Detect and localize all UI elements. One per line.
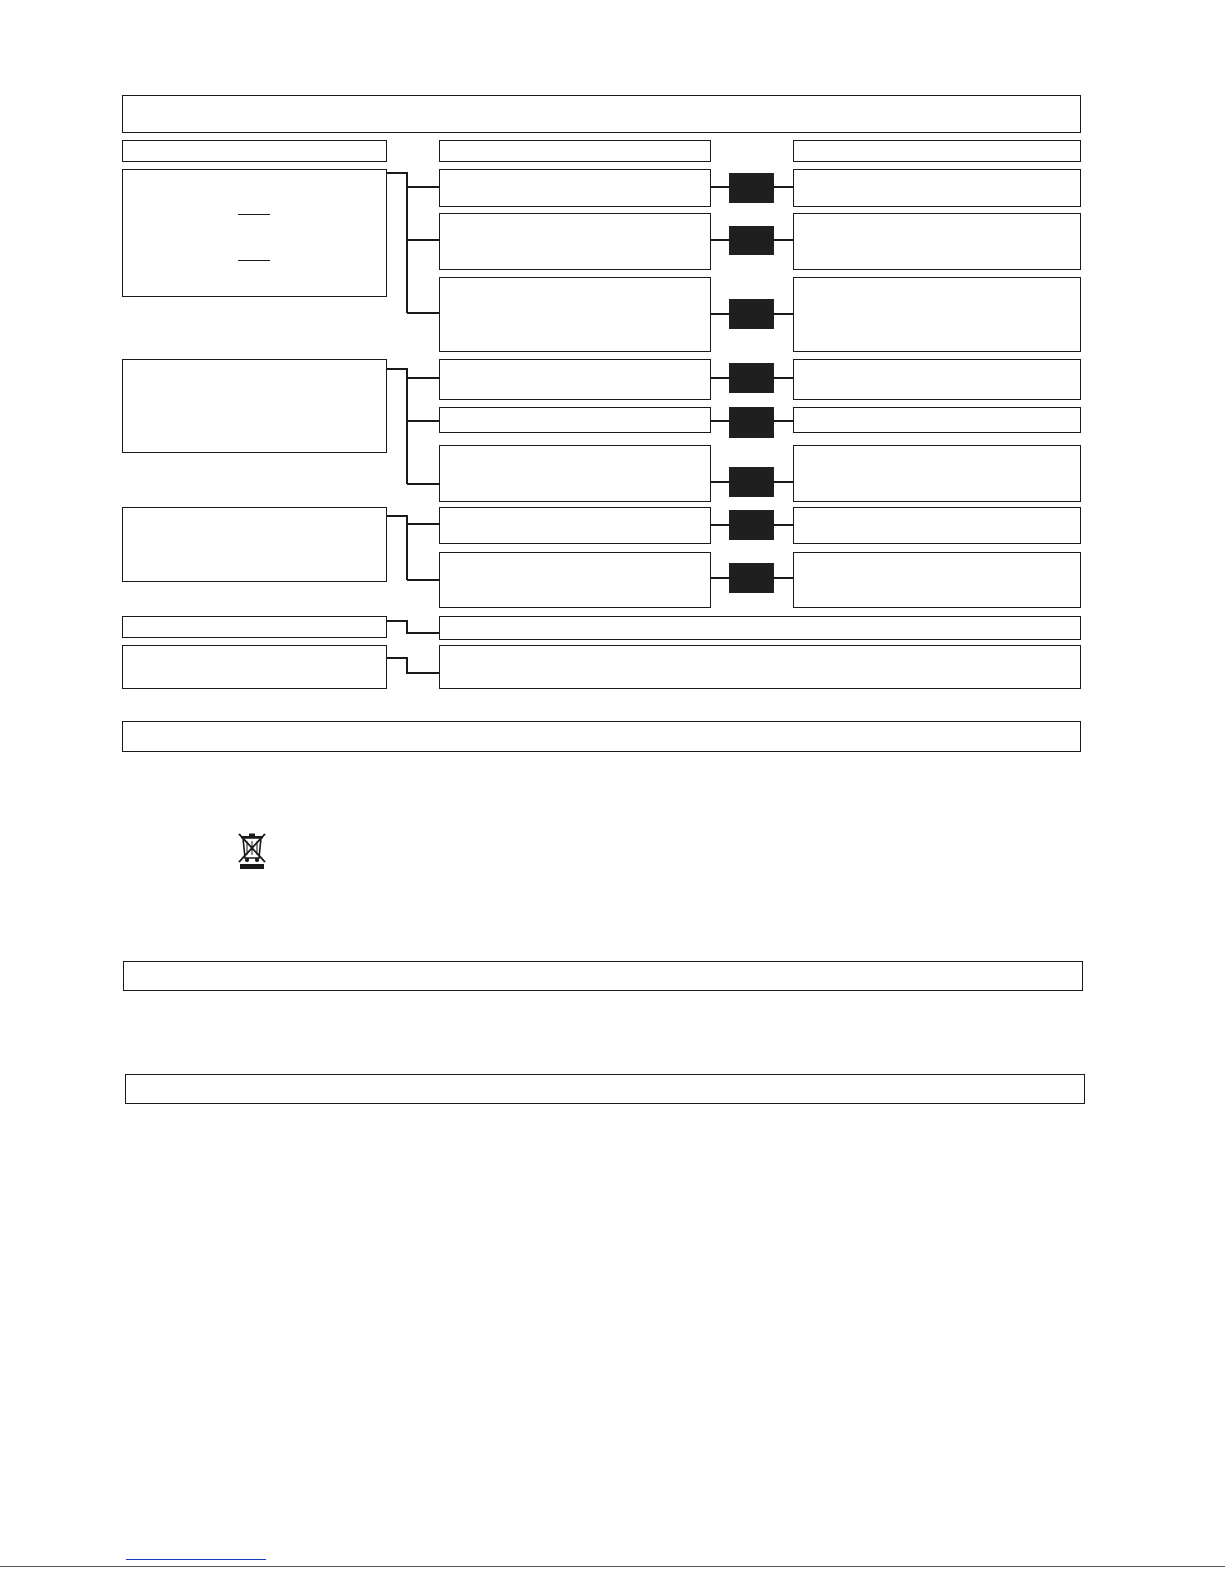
connector-line bbox=[387, 621, 439, 633]
connector-line bbox=[387, 369, 407, 484]
connector-line bbox=[387, 173, 407, 313]
connector-line bbox=[387, 516, 407, 580]
footer-link-underline[interactable] bbox=[126, 1559, 266, 1560]
footer-rule bbox=[0, 1566, 1225, 1567]
connector-line bbox=[387, 658, 439, 673]
